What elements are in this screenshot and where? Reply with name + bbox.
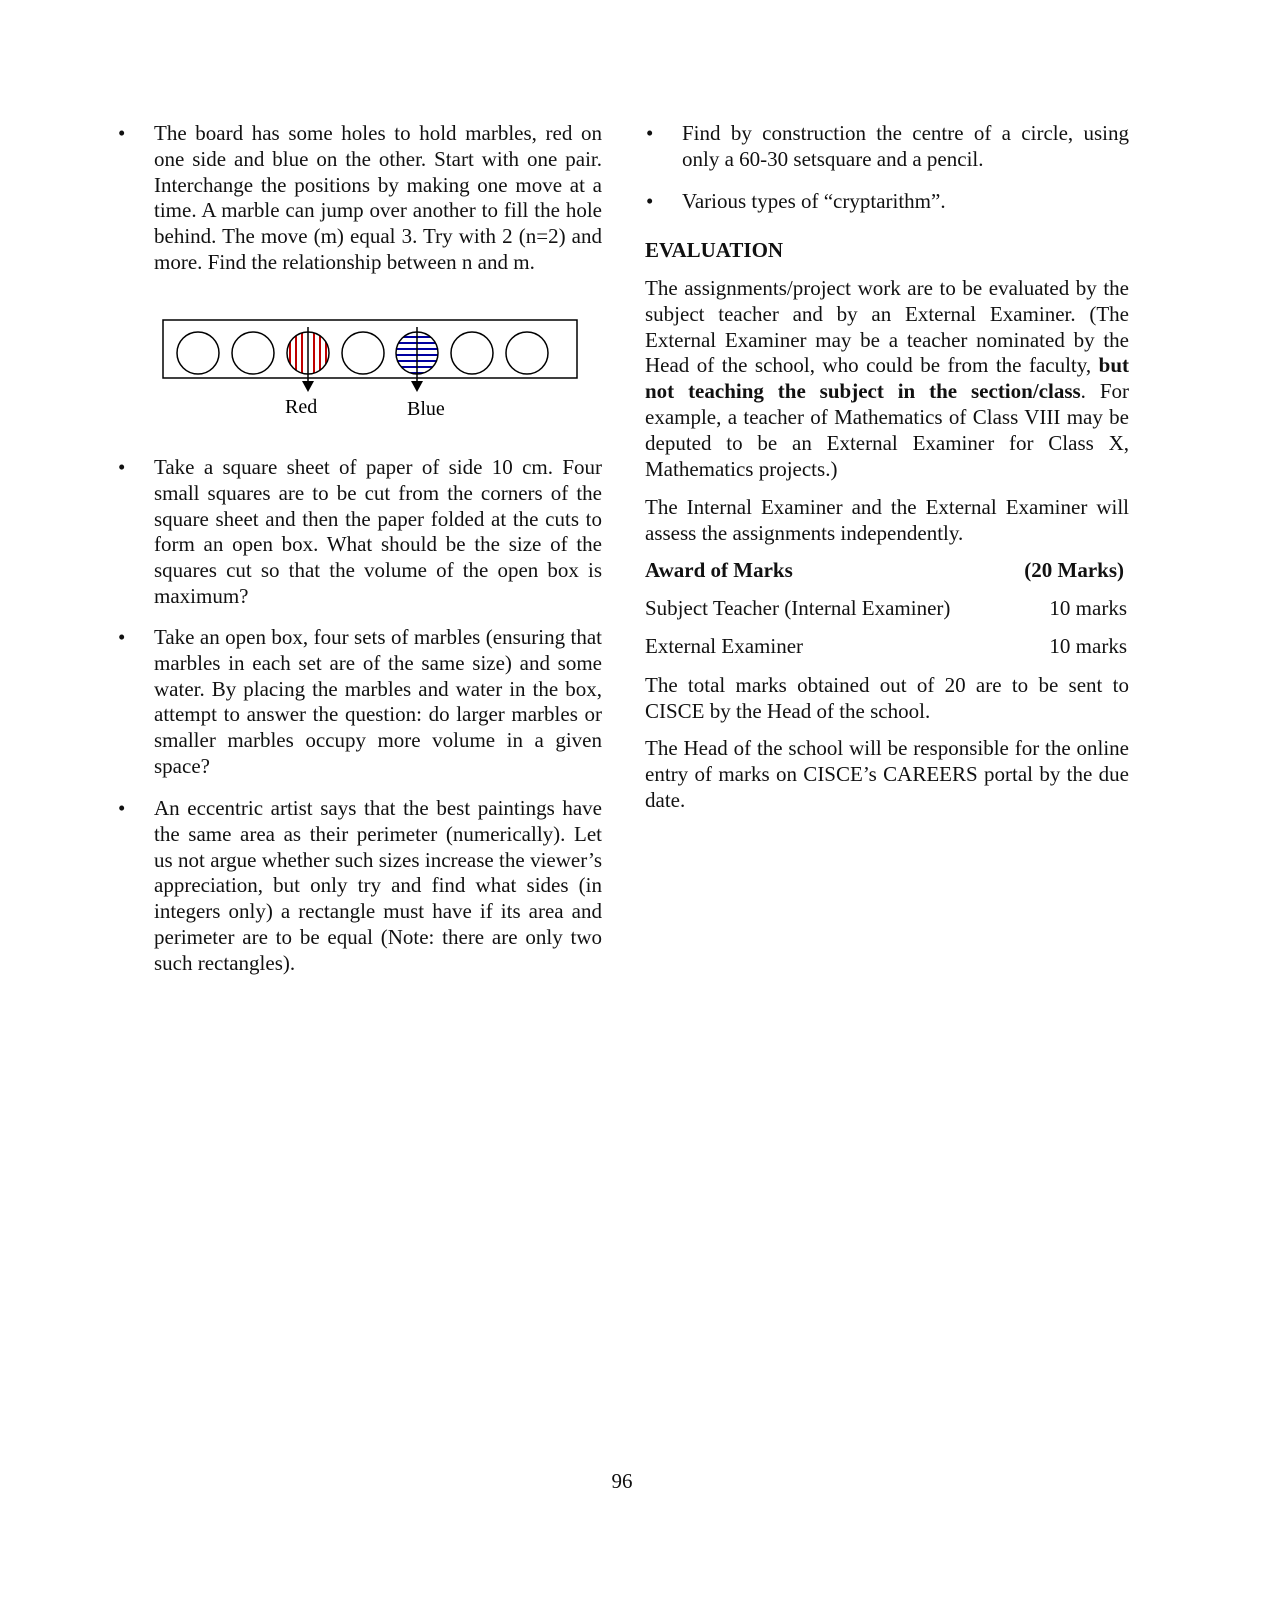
empty-hole <box>506 332 548 374</box>
page-number: 96 <box>611 1469 633 1493</box>
bullet: • <box>118 121 126 145</box>
bullet: • <box>646 121 654 145</box>
text: . For example, a teacher of Mathematics of Class VIII may be deputed to be an External Examiner for Class X, Mathematics projects.) <box>645 379 1129 481</box>
row-marks: 10 marks <box>1049 596 1127 620</box>
marks-row <box>645 596 1127 622</box>
paragraph <box>645 276 1129 482</box>
bullet: • <box>646 189 654 213</box>
blue-arrow-head <box>411 381 423 392</box>
item-text: Various types of “cryptarithm”. <box>682 189 946 213</box>
paragraph: The Head of the school will be responsible for the online entry of marks on CISCE’s CAREERS portal by the due date. <box>645 736 1129 812</box>
empty-hole <box>232 332 274 374</box>
text: The assignments/project work are to be evaluated by the subject teacher and by an External Examiner. (The External Examiner may be a teacher nominated by the Head of the school, who could be from the faculty, <box>645 276 1129 378</box>
red-arrow-head <box>302 381 314 392</box>
bullet: • <box>118 625 126 649</box>
bold-text: but not teaching the subject in the section/class <box>645 353 1129 404</box>
red-label: Red <box>285 396 318 418</box>
row-marks: 10 marks <box>1049 634 1127 658</box>
item-text: Take an open box, four sets of marbles (ensuring that marbles in each set are of the same size) and some water. By placing the marbles and water in the box, attempt to answer the question: do larger marbles or smaller marbles occupy more volume in a given space? <box>154 625 602 778</box>
marks-row <box>645 634 1127 660</box>
marble-board-diagram <box>150 310 590 420</box>
item-text: An eccentric artist says that the best paintings have the same area as their perimeter (numerically). Let us not argue whether such sizes increase the viewer’s appreciation, but only try and find what sides (in integers only) a rectangle must have if its area and perimeter are to be equal (Note: there are only two such rectangles). <box>154 796 602 975</box>
empty-hole <box>342 332 384 374</box>
paragraph: The Internal Examiner and the External Examiner will assess the assignments independently. <box>645 495 1129 545</box>
bullet: • <box>118 455 126 479</box>
award-title: Award of Marks <box>645 558 793 582</box>
item-text: Take a square sheet of paper of side 10 cm. Four small squares are to be cut from the corners of the square sheet and then the paper folded at the cuts to form an open box. What should be the size of the squares cut so that the volume of the open box is maximum? <box>154 455 602 608</box>
row-label: Subject Teacher (Internal Examiner) <box>645 596 951 620</box>
paragraph: The total marks obtained out of 20 are to be sent to CISCE by the Head of the school. <box>645 673 1129 723</box>
section-heading: EVALUATION <box>645 238 784 262</box>
award-header <box>645 558 1124 584</box>
bullet: • <box>118 796 126 820</box>
blue-label: Blue <box>407 398 445 420</box>
empty-hole <box>177 332 219 374</box>
item-text: Find by construction the centre of a circle, using only a 60-30 setsquare and a pencil. <box>682 121 1129 171</box>
item-text: The board has some holes to hold marbles, red on one side and blue on the other. Start with one pair. Interchange the positions by making one move at a time. A marble can jump over another to fill the hole behind. The move (m) equal 3. Try with 2 (n=2) and more. Find the relationship between n and m. <box>154 121 602 274</box>
empty-hole <box>451 332 493 374</box>
row-label: External Examiner <box>645 634 804 658</box>
award-total: (20 Marks) <box>1024 558 1124 582</box>
